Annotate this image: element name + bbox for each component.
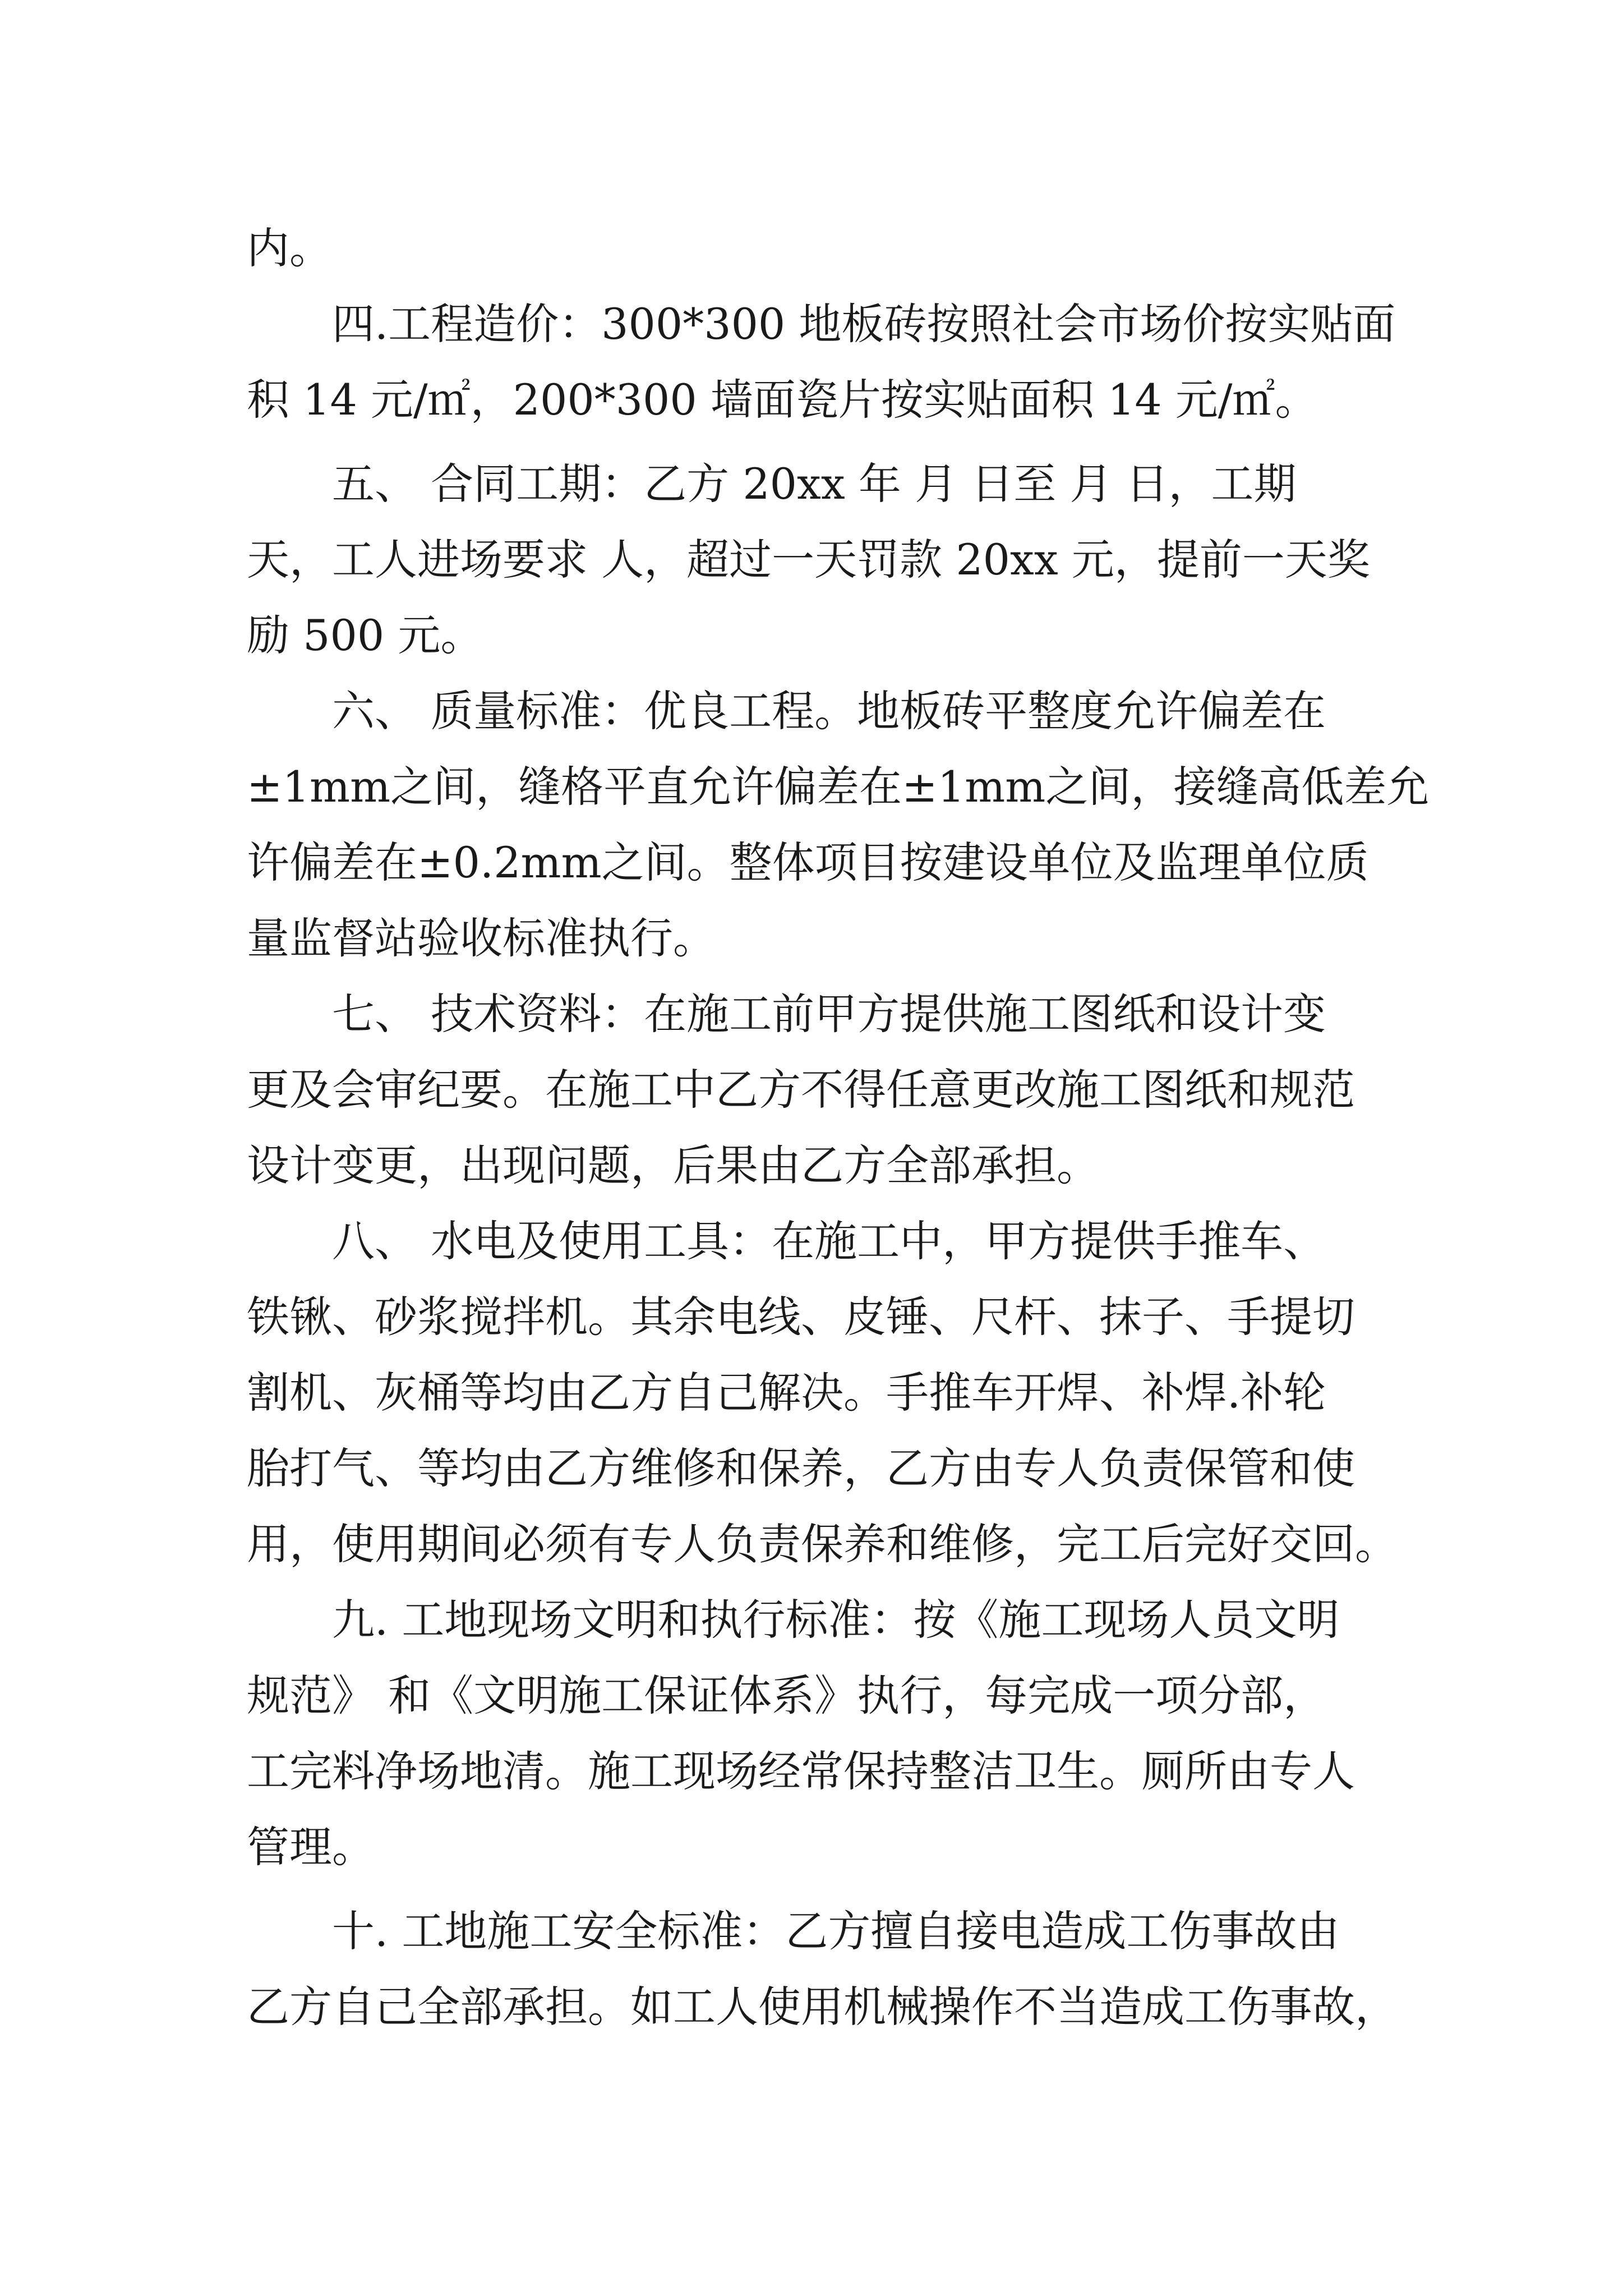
text-line: 管理。 — [247, 1822, 375, 1872]
section-10-heading-line: 十. 工地施工安全标准：乙方擅自接电造成工伤事故由 — [332, 1906, 1340, 1956]
text-line: 积 14 元/㎡，200*300 墙面瓷片按实贴面积 14 元/㎡。 — [247, 375, 1318, 425]
text-line: 规范》 和《文明施工保证体系》执行，每完成一项分部， — [247, 1671, 1326, 1720]
text-line: 设计变更，出现问题，后果由乙方全部承担。 — [247, 1140, 1099, 1190]
section-6-heading-line: 六、 质量标准：优良工程。地板砖平整度允许偏差在 — [332, 686, 1326, 736]
text-line: 励 500 元。 — [247, 610, 483, 660]
text-line: 许偏差在±0.2mm之间。整体项目按建设单位及监理单位质 — [247, 838, 1369, 887]
text-line: 天，工人进场要求 人，超过一天罚款 20xx 元，提前一天奖 — [247, 535, 1370, 585]
text-line: 更及会审纪要。在施工中乙方不得任意更改施工图纸和规范 — [247, 1065, 1355, 1115]
section-8-heading-line: 八、 水电及使用工具：在施工中，甲方提供手推车、 — [332, 1216, 1326, 1266]
section-7-heading-line: 七、 技术资料：在施工前甲方提供施工图纸和设计变 — [332, 989, 1326, 1039]
text-line: 内。 — [247, 223, 332, 273]
text-line: 用，使用期间必须有专人负责保养和维修，完工后完好交回。 — [247, 1519, 1398, 1569]
section-4-heading-line: 四.工程造价：300*300 地板砖按照社会市场价按实贴面 — [332, 299, 1396, 349]
text-line: ±1mm之间，缝格平直允许偏差在±1mm之间，接缝高低差允 — [247, 762, 1430, 812]
text-line: 量监督站验收标准执行。 — [247, 913, 716, 963]
text-line: 工完料净场地清。施工现场经常保持整洁卫生。厕所由专人 — [247, 1746, 1355, 1796]
text-line: 胎打气、等均由乙方维修和保养，乙方由专人负责保管和使 — [247, 1443, 1355, 1493]
section-9-heading-line: 九. 工地现场文明和执行标准：按《施工现场人员文明 — [332, 1595, 1340, 1645]
text-line: 乙方自己全部承担。如工人使用机械操作不当造成工伤事故， — [247, 1982, 1398, 2032]
section-5-heading-line: 五、 合同工期：乙方 20xx 年 月 日至 月 日，工期 — [332, 459, 1297, 509]
text-line: 割机、灰桶等均由乙方自己解决。手推车开焊、补焊.补轮 — [247, 1368, 1326, 1418]
text-line: 铁锹、砂浆搅拌机。其余电线、皮锤、尺杆、抹子、手提切 — [247, 1292, 1355, 1342]
